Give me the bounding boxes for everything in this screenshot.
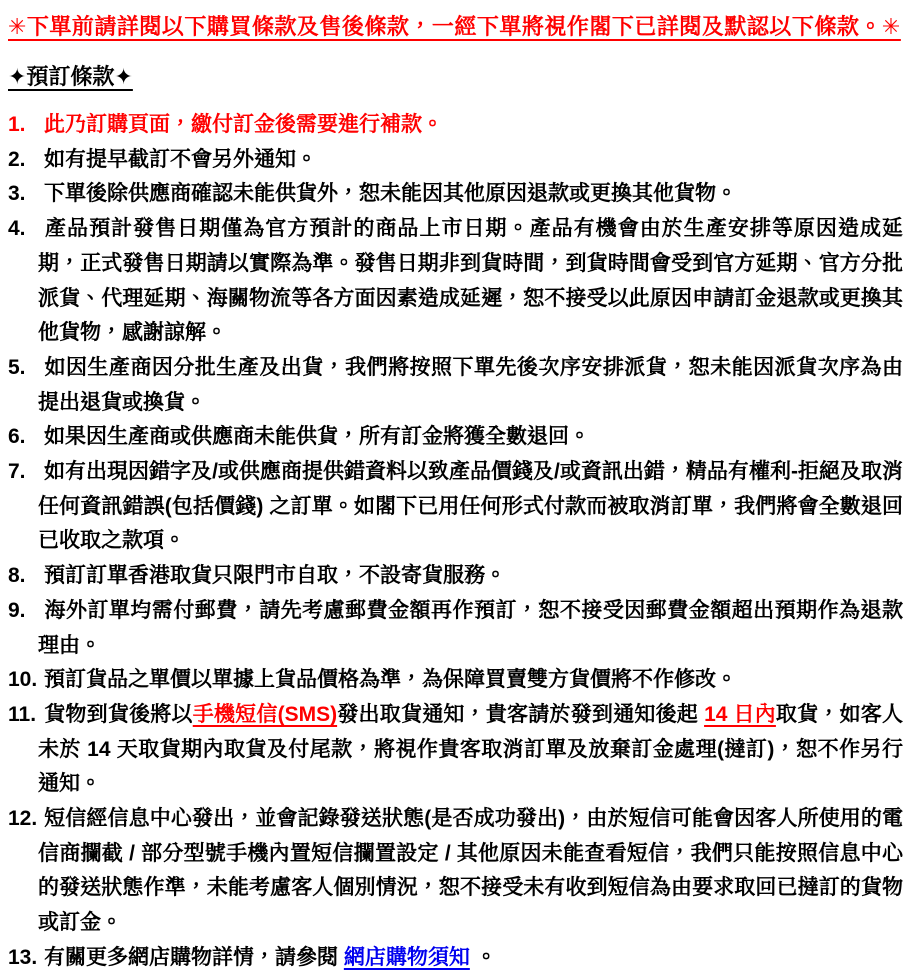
term-number: 5. xyxy=(8,355,26,379)
term-number: 9. xyxy=(8,598,26,622)
section-heading-preorder-terms: ✦預訂條款✦ xyxy=(8,64,133,89)
term-number: 11. xyxy=(8,702,37,726)
term-item-7 xyxy=(8,455,903,559)
term-text: 。 xyxy=(469,945,497,969)
term-number: 12. xyxy=(8,807,38,831)
term-item-5 xyxy=(8,351,903,420)
term-text: 貨物到貨後將以 xyxy=(44,702,193,726)
term-item-9 xyxy=(8,594,903,663)
term-item-3 xyxy=(8,177,903,212)
store-shopping-guide-link[interactable]: 網店購物須知 xyxy=(343,945,470,969)
sms-notice-highlight: 手機短信(SMS) xyxy=(192,702,338,726)
term-item-2 xyxy=(8,143,903,178)
term-text: 如有出現因錯字及/或供應商提供錯資料以致產品價錢及/或資訊出錯，精品有權利-拒絕及取消任何資訊錯誤(包括價錢) 之訂單。如閣下已用任何形式付款而被取消訂單，我們將會全數退回已收取之款項。 xyxy=(38,460,903,553)
pickup-deadline-highlight: 14 日內 xyxy=(704,702,776,726)
term-number: 1. xyxy=(8,113,26,136)
term-number: 3. xyxy=(8,182,26,206)
term-text: 下單後除供應商確認未能供貨外，恕未能因其他原因退款或更換其他貨物。 xyxy=(44,182,737,206)
term-number: 7. xyxy=(8,460,26,484)
term-number: 13. xyxy=(8,945,38,969)
term-number: 2. xyxy=(8,147,26,171)
term-text: 如果因生產商或供應商未能供貨，所有訂金將獲全數退回。 xyxy=(44,425,590,449)
term-text: 如因生產商因分批生產及出貨，我們將按照下單先後次序安排派貨，恕未能因派貨次序為由提出退貨或換貨。 xyxy=(38,355,903,414)
preorder-notice-banner: ✳下單前請詳閱以下購買條款及售後條款，一經下單將視作閣下已詳閱及默認以下條款。✳ xyxy=(8,14,901,39)
term-text: 發出取貨通知，貴客請於發到通知後起 xyxy=(337,702,705,726)
term-item-8 xyxy=(8,559,903,594)
terms-list xyxy=(8,108,903,976)
term-number: 4. xyxy=(8,217,26,241)
term-item-1 xyxy=(8,108,903,143)
term-item-13 xyxy=(8,941,903,976)
term-number: 10. xyxy=(8,668,38,692)
term-text: 海外訂單均需付郵費，請先考慮郵費金額再作預訂，恕不接受因郵費金額超出預期作為退款理由。 xyxy=(38,598,903,657)
term-item-4 xyxy=(8,212,903,351)
term-text: 預訂貨品之單價以單據上貨品價格為準，為保障買賣雙方貨價將不作修改。 xyxy=(44,668,737,692)
term-text: 短信經信息中心發出，並會記錄發送狀態(是否成功發出)，由於短信可能會因客人所使用的電信商攔截 / 部分型號手機內置短信攔置設定 / 其他原因未能查看短信，我們只能按照信息中心的發送狀態作準，未能考慮客人個別情況，恕不接受未有收到短信為由要求取回已撻訂的貨物或訂金。 xyxy=(38,807,903,935)
term-text: 如有提早截訂不會另外通知。 xyxy=(44,147,317,171)
term-text: 此乃訂購頁面，繳付訂金後需要進行補款。 xyxy=(44,113,443,136)
term-item-11 xyxy=(8,698,903,802)
term-text: 取貨，如客人未於 14 天取貨期內取貨及付尾款，將視作貴客取消訂單及放棄訂金處理(撻訂)，恕不作另行通知。 xyxy=(38,702,903,796)
term-number: 8. xyxy=(8,564,26,588)
term-item-10 xyxy=(8,663,903,698)
term-text: 預訂訂單香港取貨只限門市自取，不設寄貨服務。 xyxy=(44,564,506,588)
term-item-6 xyxy=(8,420,903,455)
term-text: 有關更多網店購物詳情，請參閱 xyxy=(44,945,344,969)
term-number: 6. xyxy=(8,425,26,449)
term-text: 產品預計發售日期僅為官方預計的商品上市日期。產品有機會由於生產安排等原因造成延期，正式發售日期請以實際為準。發售日期非到貨時間，到貨時間會受到官方延期、官方分批派貨、代理延期、海關物流等各方面因素造成延遲，恕不接受以此原因申請訂金退款或更換其他貨物，感謝諒解。 xyxy=(38,217,903,345)
term-item-12 xyxy=(8,802,903,941)
